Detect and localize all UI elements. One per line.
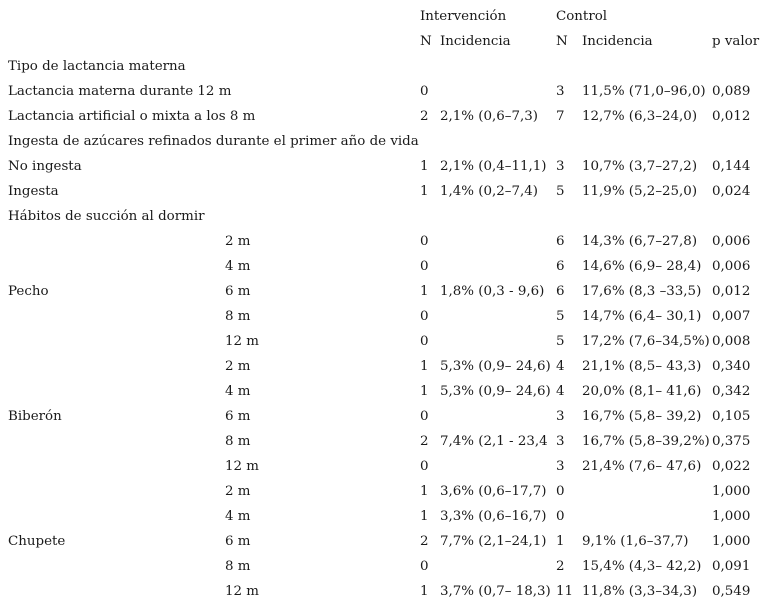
row-sublabel: 8 m xyxy=(225,434,251,449)
cell-p-value: 0,091 xyxy=(712,559,751,574)
cell-p-value: 1,000 xyxy=(712,509,751,524)
cell-n-intervention: 1 xyxy=(420,484,429,499)
cell-incidence-control: 14,3% (6,7–27,8) xyxy=(582,234,698,249)
header-group-control: Control xyxy=(556,9,608,24)
cell-n-intervention: 0 xyxy=(420,459,429,474)
row-sublabel: 4 m xyxy=(225,509,251,524)
cell-p-value: 0,006 xyxy=(712,234,751,249)
cell-incidence-intervention: 7,7% (2,1–24,1) xyxy=(440,534,547,549)
cell-n-intervention: 1 xyxy=(420,584,429,599)
cell-n-control: 4 xyxy=(556,359,565,374)
cell-incidence-control: 14,6% (6,9– 28,4) xyxy=(582,259,702,274)
cell-incidence-control: 11,8% (3,3–34,3) xyxy=(582,584,698,599)
cell-incidence-intervention: 3,3% (0,6–16,7) xyxy=(440,509,547,524)
cell-n-intervention: 2 xyxy=(420,109,429,124)
cell-p-value: 0,105 xyxy=(712,409,751,424)
cell-p-value: 0,549 xyxy=(712,584,751,599)
cell-n-control: 3 xyxy=(556,159,565,174)
row-sublabel: 8 m xyxy=(225,309,251,324)
header-incidence-intervention: Incidencia xyxy=(440,34,511,49)
row-label: Lactancia artificial o mixta a los 8 m xyxy=(8,109,256,124)
cell-incidence-intervention: 7,4% (2,1 - 23,4 xyxy=(440,434,548,449)
cell-incidence-control: 17,2% (7,6–34,5%) xyxy=(582,334,710,349)
cell-n-intervention: 0 xyxy=(420,84,429,99)
cell-n-intervention: 0 xyxy=(420,559,429,574)
cell-n-control: 3 xyxy=(556,434,565,449)
cell-n-intervention: 1 xyxy=(420,284,429,299)
cell-p-value: 0,008 xyxy=(712,334,751,349)
cell-n-intervention: 0 xyxy=(420,259,429,274)
row-sublabel: 12 m xyxy=(225,334,259,349)
row-sublabel: 8 m xyxy=(225,559,251,574)
cell-n-control: 0 xyxy=(556,484,565,499)
cell-incidence-control: 17,6% (8,3 –33,5) xyxy=(582,284,702,299)
cell-incidence-control: 21,1% (8,5– 43,3) xyxy=(582,359,702,374)
cell-p-value: 0,012 xyxy=(712,109,751,124)
cell-n-intervention: 2 xyxy=(420,434,429,449)
cell-p-value: 0,144 xyxy=(712,159,751,174)
cell-p-value: 1,000 xyxy=(712,534,751,549)
row-sublabel: 4 m xyxy=(225,259,251,274)
row-label: Ingesta de azúcares refinados durante el primer año de vida xyxy=(8,134,419,149)
cell-incidence-intervention: 3,6% (0,6–17,7) xyxy=(440,484,547,499)
cell-incidence-control: 21,4% (7,6– 47,6) xyxy=(582,459,702,474)
row-label: Lactancia materna durante 12 m xyxy=(8,84,232,99)
cell-n-control: 6 xyxy=(556,259,565,274)
row-sublabel: 12 m xyxy=(225,584,259,599)
cell-p-value: 0,089 xyxy=(712,84,751,99)
cell-n-intervention: 1 xyxy=(420,359,429,374)
cell-n-control: 4 xyxy=(556,384,565,399)
cell-incidence-control: 14,7% (6,4– 30,1) xyxy=(582,309,702,324)
cell-incidence-intervention: 5,3% (0,9– 24,6) xyxy=(440,384,551,399)
header-group-intervention: Intervención xyxy=(420,9,507,24)
cell-incidence-control: 9,1% (1,6–37,7) xyxy=(582,534,689,549)
cell-incidence-intervention: 2,1% (0,4–11,1) xyxy=(440,159,547,174)
cell-incidence-intervention: 5,3% (0,9– 24,6) xyxy=(440,359,551,374)
cell-n-intervention: 0 xyxy=(420,234,429,249)
cell-incidence-control: 15,4% (4,3– 42,2) xyxy=(582,559,702,574)
cell-p-value: 0,012 xyxy=(712,284,751,299)
cell-incidence-intervention: 3,7% (0,7– 18,3) xyxy=(440,584,551,599)
row-label: Ingesta xyxy=(8,184,59,199)
cell-n-intervention: 0 xyxy=(420,334,429,349)
cell-n-control: 3 xyxy=(556,459,565,474)
cell-n-intervention: 0 xyxy=(420,409,429,424)
cell-incidence-control: 11,5% (71,0–96,0) xyxy=(582,84,706,99)
row-label: Biberón xyxy=(8,409,62,424)
cell-incidence-control: 12,7% (6,3–24,0) xyxy=(582,109,698,124)
cell-incidence-intervention: 2,1% (0,6–7,3) xyxy=(440,109,539,124)
row-sublabel: 6 m xyxy=(225,534,251,549)
header-n-intervention: N xyxy=(420,34,432,49)
cell-n-intervention: 0 xyxy=(420,309,429,324)
cell-incidence-intervention: 1,4% (0,2–7,4) xyxy=(440,184,539,199)
cell-n-control: 3 xyxy=(556,409,565,424)
row-sublabel: 12 m xyxy=(225,459,259,474)
row-label: Hábitos de succión al dormir xyxy=(8,209,205,224)
row-sublabel: 6 m xyxy=(225,284,251,299)
cell-n-control: 2 xyxy=(556,559,565,574)
cell-incidence-control: 11,9% (5,2–25,0) xyxy=(582,184,698,199)
cell-n-intervention: 1 xyxy=(420,509,429,524)
cell-n-intervention: 1 xyxy=(420,384,429,399)
cell-incidence-control: 10,7% (3,7–27,2) xyxy=(582,159,698,174)
cell-p-value: 0,006 xyxy=(712,259,751,274)
cell-n-control: 7 xyxy=(556,109,565,124)
row-sublabel: 4 m xyxy=(225,384,251,399)
cell-p-value: 0,342 xyxy=(712,384,751,399)
cell-n-control: 1 xyxy=(556,534,565,549)
cell-n-intervention: 2 xyxy=(420,534,429,549)
row-sublabel: 2 m xyxy=(225,359,251,374)
cell-n-intervention: 1 xyxy=(420,159,429,174)
cell-n-control: 5 xyxy=(556,309,565,324)
cell-p-value: 0,340 xyxy=(712,359,751,374)
row-sublabel: 2 m xyxy=(225,484,251,499)
cell-n-control: 6 xyxy=(556,234,565,249)
cell-p-value: 0,007 xyxy=(712,309,751,324)
row-label: Tipo de lactancia materna xyxy=(8,59,186,74)
cell-n-control: 6 xyxy=(556,284,565,299)
cell-n-control: 11 xyxy=(556,584,574,599)
cell-n-control: 5 xyxy=(556,184,565,199)
cell-p-value: 1,000 xyxy=(712,484,751,499)
row-label: Pecho xyxy=(8,284,49,299)
cell-n-control: 0 xyxy=(556,509,565,524)
cell-p-value: 0,022 xyxy=(712,459,751,474)
cell-n-intervention: 1 xyxy=(420,184,429,199)
cell-p-value: 0,375 xyxy=(712,434,751,449)
row-label: No ingesta xyxy=(8,159,82,174)
row-label: Chupete xyxy=(8,534,66,549)
cell-p-value: 0,024 xyxy=(712,184,751,199)
header-n-control: N xyxy=(556,34,568,49)
cell-incidence-control: 16,7% (5,8– 39,2) xyxy=(582,409,702,424)
row-sublabel: 6 m xyxy=(225,409,251,424)
cell-incidence-control: 16,7% (5,8–39,2%) xyxy=(582,434,710,449)
cell-incidence-intervention: 1,8% (0,3 - 9,6) xyxy=(440,284,545,299)
cell-n-control: 3 xyxy=(556,84,565,99)
row-sublabel: 2 m xyxy=(225,234,251,249)
header-incidence-control: Incidencia xyxy=(582,34,653,49)
cell-incidence-control: 20,0% (8,1– 41,6) xyxy=(582,384,702,399)
header-p-value: p valor xyxy=(712,34,760,49)
cell-n-control: 5 xyxy=(556,334,565,349)
